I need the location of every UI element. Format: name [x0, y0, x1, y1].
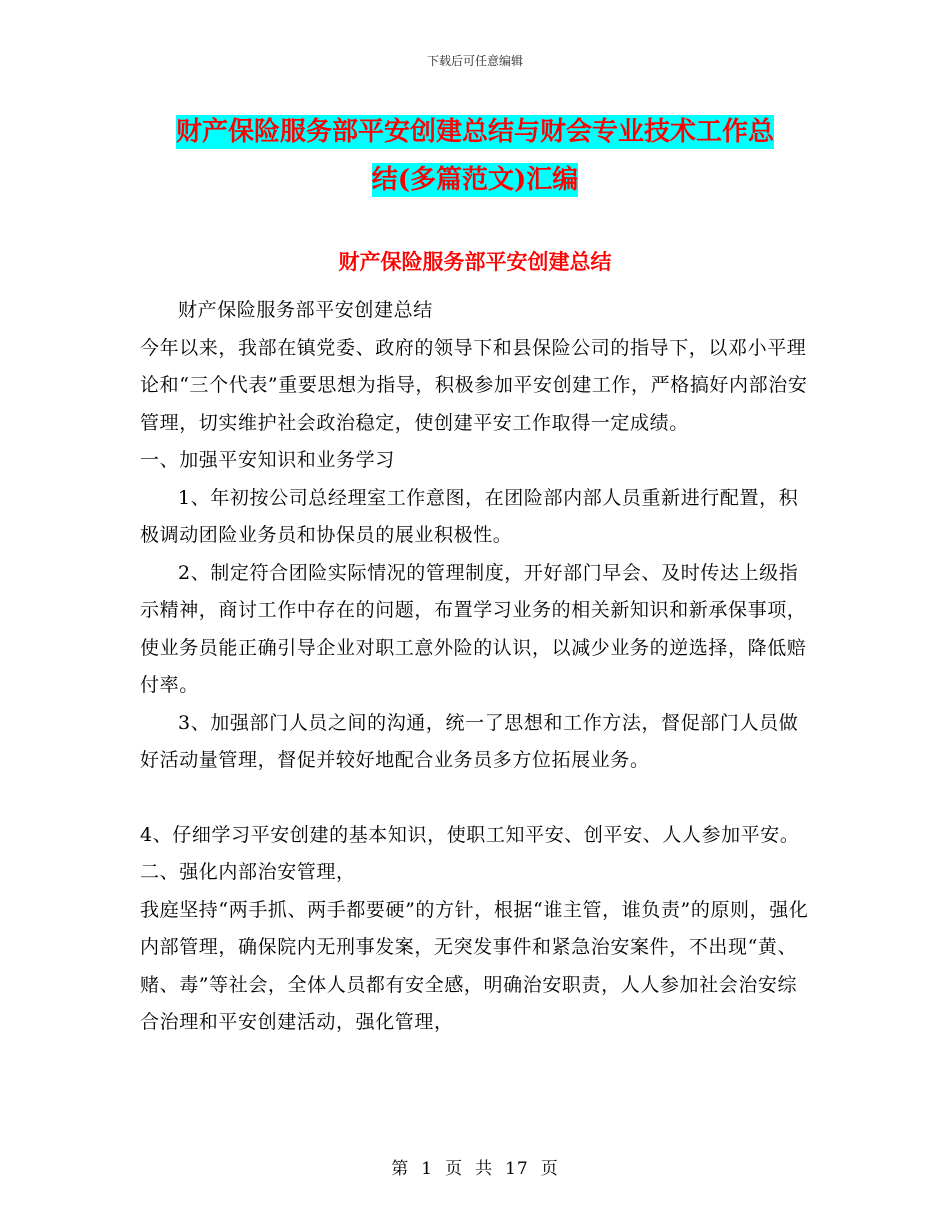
heading-one: 一、加强平安知识和业务学习 — [140, 449, 395, 471]
heading-two: 二、强化内部治安管理， — [140, 861, 356, 883]
document-title — [140, 108, 810, 204]
paragraph-item-3: 3、加强部门人员之间的沟通，统一了思想和工作方法，督促部门人员做好活动量管理，督促并较好地配合业务员多方位拓展业务。 — [140, 711, 799, 771]
total-pages: 17 — [505, 1159, 529, 1179]
footer-suffix: 页 — [540, 1159, 559, 1179]
paragraph-item-4: 4、仔细学习平安创建的基本知识，使职工知平安、创平安、人人参加平安。 — [140, 823, 800, 846]
paragraph-item-2: 2、制定符合团险实际情况的管理制度，开好部门早会、及时传达上级指示精神，商讨工作中存在的问题，布置学习业务的相关新知识和新承保事项，使业务员能正确引导企业对职工意外险的认识，以减少业务的逆选择，降低赔付率。 — [140, 561, 807, 696]
document-title-line-2: 结(多篇范文)汇编 — [371, 165, 579, 195]
paragraph-subtitle: 财产保险服务部平安创建总结 — [178, 299, 433, 321]
page-footer — [0, 1154, 950, 1179]
header-note: 下载后可任意编辑 — [426, 54, 523, 68]
paragraph-item-1: 1、年初按公司总经理室工作意图，在团险部内部人员重新进行配置，积极调动团险业务员和协保员的展业积极性。 — [140, 486, 799, 546]
footer-prefix: 第 — [391, 1159, 410, 1179]
footer-total-word: 共 — [475, 1159, 494, 1179]
section-title: 财产保险服务部平安创建总结 — [338, 249, 612, 274]
paragraph-intro: 今年以来，我部在镇党委、政府的领导下和县保险公司的指导下，以邓小平理论和“三个代表”重要思想为指导，积极参加平安创建工作，严格搞好内部治安管理，切实维护社会政治稳定，使创建平安工作取得一定成绩。 — [140, 336, 808, 434]
paragraph-management: 我庭坚持“两手抓、两手都要硬”的方针，根据“谁主管，谁负责”的原则，强化内部管理，确保院内无刑事发案，无突发事件和紧急治安案件，不出现“黄、赌、毒”等社会，全体人员都有安全感，明确治安职责，人人参加社会治安综合治理和平安创建活动，强化管理， — [140, 898, 809, 1033]
page-number: 1 — [421, 1159, 434, 1179]
document-body — [140, 292, 810, 1042]
document-title-line-1: 财产保险服务部平安创建总结与财会专业技术工作总 — [175, 117, 774, 147]
footer-page-word: 页 — [445, 1159, 464, 1179]
